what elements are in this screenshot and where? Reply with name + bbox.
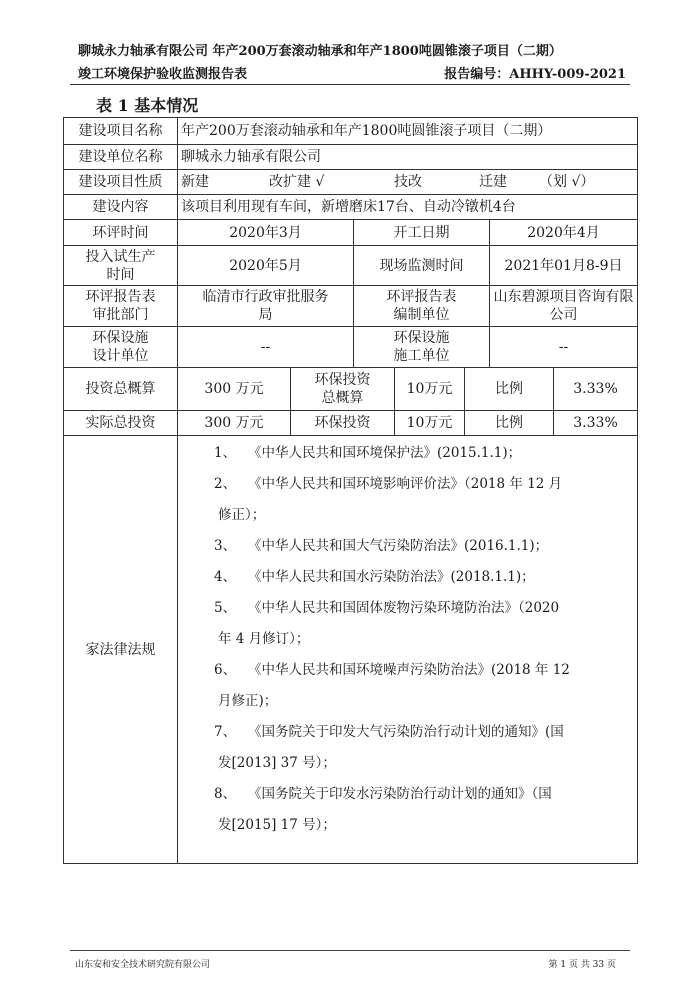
construction-unit-value: -- (490, 327, 638, 368)
table-row (64, 436, 638, 864)
unit-name-label: 建设单位名称 (64, 145, 178, 170)
law-item-continued: 发[2013] 37 号）； (218, 755, 336, 771)
nature-label: 建设项目性质 (64, 170, 178, 195)
laws-label: 家法律法规 (64, 436, 178, 864)
eia-time-label: 环评时间 (64, 220, 178, 246)
law-item: 7、 《国务院关于印发大气污染防治行动计划的通知》(国 (214, 724, 564, 740)
law-item: 4、 《中华人民共和国水污染防治法》(2018.1.1)； (214, 569, 535, 585)
nature-options (178, 170, 638, 195)
actual-ratio-value: 3.33% (554, 411, 638, 436)
law-item-continued: 修正）； (218, 507, 266, 523)
table-row (64, 286, 638, 327)
design-unit-value: -- (178, 327, 354, 368)
header-divider (70, 84, 630, 85)
table-title: 表 1 基本情况 (96, 96, 199, 115)
project-name-value: 年产200万套滚动轴承和年产1800吨圆锥滚子项目（二期） (178, 118, 638, 145)
env-budget-value: 10万元 (395, 368, 465, 411)
law-item: 3、 《中华人民共和国大气污染防治法》(2016.1.1)； (214, 538, 549, 554)
table-row (64, 220, 638, 246)
basic-info-table (63, 117, 638, 864)
nature-new: 新建 (181, 174, 209, 190)
approval-dept-value: 临清市行政审批服务 局 (178, 286, 354, 327)
table-row (64, 170, 638, 195)
law-item: 6、 《中华人民共和国环境噪声污染防治法》(2018 年 12 (214, 662, 570, 678)
start-date-value: 2020年4月 (490, 220, 638, 246)
actual-env-value: 10万元 (395, 411, 465, 436)
table-row (64, 145, 638, 170)
law-item: 2、 《中华人民共和国环境影响评价法》（2018 年 12 月 (214, 476, 563, 492)
content-value: 该项目利用现有车间，新增磨床17台、自动冷镦机4台 (178, 195, 638, 220)
law-item-continued: 发[2015] 17 号）； (218, 817, 336, 833)
law-item: 5、 《中华人民共和国固体废物污染环境防治法》（2020 (214, 600, 560, 616)
footer-divider (70, 950, 630, 951)
table-row (64, 246, 638, 286)
trial-time-value: 2020年5月 (178, 246, 354, 286)
table-row (64, 368, 638, 411)
eia-time-value: 2020年3月 (178, 220, 354, 246)
start-date-label: 开工日期 (354, 220, 490, 246)
construction-unit-label: 环保设施 施工单位 (354, 327, 490, 368)
report-type: 竣工环境保护验收监测报告表 (78, 67, 248, 82)
trial-time-label: 投入试生产 时间 (64, 246, 178, 286)
content-label: 建设内容 (64, 195, 178, 220)
actual-value: 300 万元 (178, 411, 291, 436)
report-header-title: 聊城永力轴承有限公司 年产200万套滚动轴承和年产1800吨圆锥滚子项目（二期） (78, 44, 562, 59)
compile-unit-label: 环评报告表 编制单位 (354, 286, 490, 327)
budget-value: 300 万元 (178, 368, 291, 411)
project-name-label: 建设项目名称 (64, 118, 178, 145)
law-item-continued: 年 4 月修订）； (218, 631, 310, 647)
report-header-subtitle (78, 63, 626, 82)
budget-ratio-value: 3.33% (554, 368, 638, 411)
table-row (64, 195, 638, 220)
design-unit-label: 环保设施 设计单位 (64, 327, 178, 368)
table-row (64, 327, 638, 368)
page-number: 第 1 页 共 33 页 (548, 960, 616, 970)
actual-label: 实际总投资 (64, 411, 178, 436)
monitor-time-label: 现场监测时间 (354, 246, 490, 286)
actual-ratio-label: 比例 (465, 411, 554, 436)
table-row (64, 118, 638, 145)
budget-label: 投资总概算 (64, 368, 178, 411)
unit-name-value: 聊城永力轴承有限公司 (178, 145, 638, 170)
env-budget-label: 环保投资 总概算 (291, 368, 395, 411)
monitor-time-value: 2021年01月8-9日 (490, 246, 638, 286)
nature-tech: 技改 (394, 174, 422, 190)
actual-env-label: 环保投资 (291, 411, 395, 436)
table-row (64, 411, 638, 436)
footer-organization: 山东安和安全技术研究院有限公司 (75, 960, 211, 970)
laws-list (178, 436, 638, 864)
budget-ratio-label: 比例 (465, 368, 554, 411)
nature-note: （划 √） (539, 174, 595, 190)
law-item-continued: 月修正)； (218, 693, 278, 709)
compile-unit-value: 山东碧源项目咨询有限 公司 (490, 286, 638, 327)
law-item: 1、 《中华人民共和国环境保护法》(2015.1.1)； (214, 445, 522, 461)
nature-expand: 改扩建 √ (269, 174, 325, 190)
law-item: 8、 《国务院关于印发水污染防治行动计划的通知》（国 (214, 786, 552, 802)
report-number: 报告编号：AHHY-009-2021 (444, 67, 626, 82)
approval-dept-label: 环评报告表 审批部门 (64, 286, 178, 327)
nature-relocate: 迁建 (479, 174, 507, 190)
